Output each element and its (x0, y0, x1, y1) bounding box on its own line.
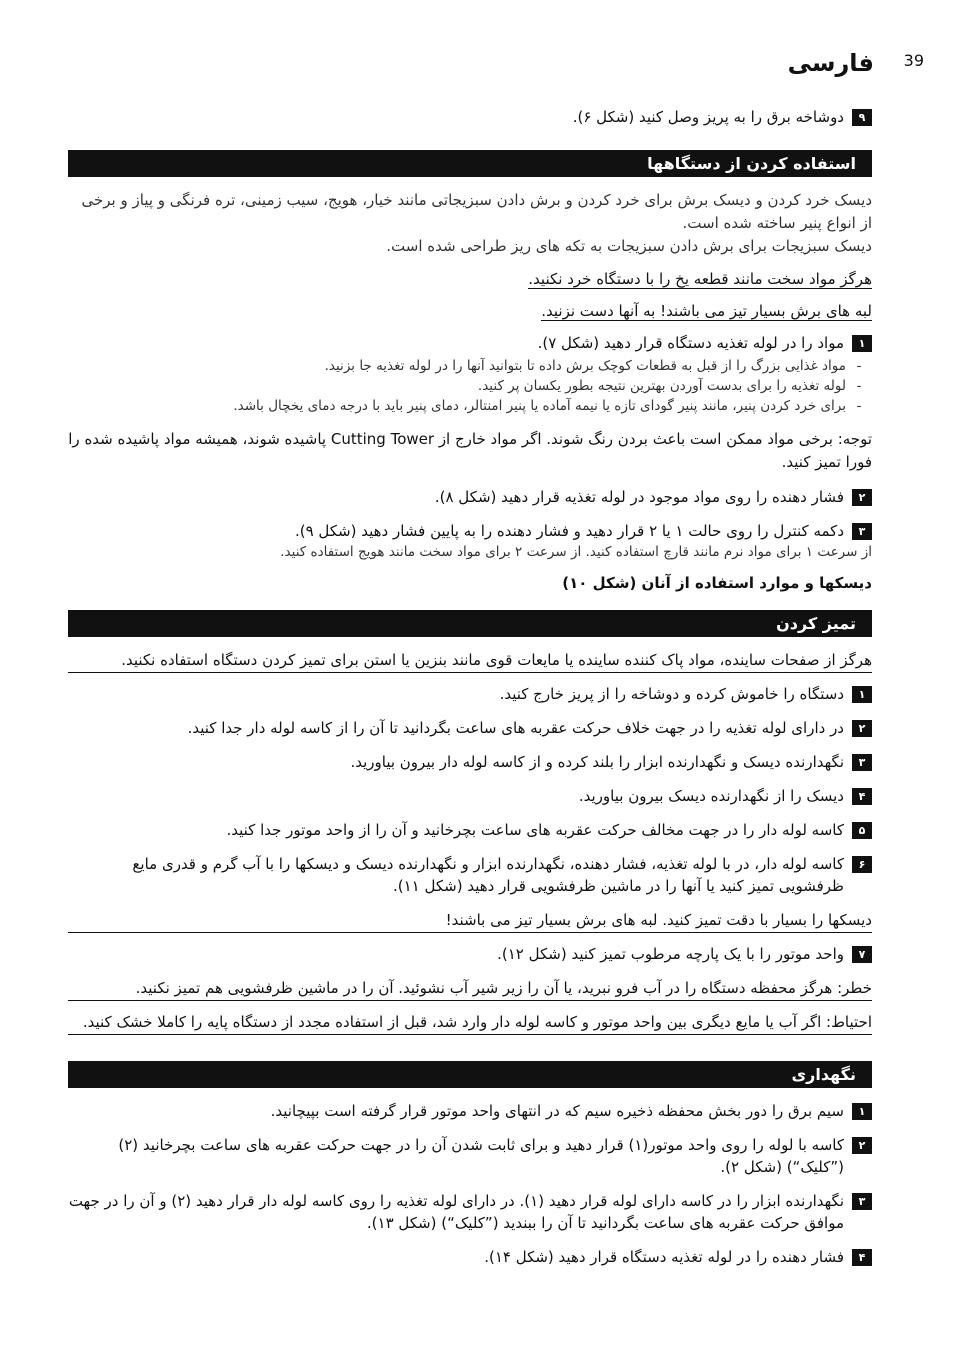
intro-step (68, 106, 872, 128)
clean-warning-discs: دیسکها را بسیار با دقت تمیز کنید. لبه های برش بسیار تیز می باشند! (68, 909, 872, 933)
page-number: 39 (903, 51, 924, 70)
step-text: فشار دهنده را در لوله تغذیه دستگاه قرار دهید (شکل ۱۴). (484, 1248, 844, 1266)
step-number: ۳ (852, 1193, 872, 1210)
clean-step-6 (68, 853, 872, 897)
clean-caution: احتیاط: اگر آب یا مایع دیگری بین واحد موتور و کاسه لوله دار وارد شد، قبل از استفاده مجدد از دستگاه پایه را کاملا خشک کنید. (68, 1011, 872, 1035)
clean-step-7 (68, 943, 872, 965)
step-number: ۴ (852, 788, 872, 805)
step-text: دوشاخه برق را به پریز وصل کنید (شکل ۶). (572, 108, 844, 126)
step-number: ۹ (852, 109, 872, 126)
storage-step-4 (68, 1246, 872, 1268)
step-number: ۱ (852, 335, 872, 352)
use-step-3 (68, 520, 872, 542)
step-text: نگهدارنده دیسک و نگهدارنده ابزار را بلند کرده و از کاسه لوله دار بیرون بیاورید. (350, 753, 844, 771)
clean-step-4 (68, 785, 872, 807)
step-text: کاسه لوله دار، در با لوله تغذیه، فشار دهنده، نگهدارنده ابزار و نگهدارنده دیسک و دیسکها را با آب گرم و قدری مایع ظرفشویی تمیز کنید یا آنها را در ماشین ظرفشویی قرار دهید (شکل ۱۱). (132, 855, 844, 895)
storage-step-3 (68, 1190, 872, 1234)
list-item: - مواد غذایی بزرگ را از قبل به قطعات کوچک برش داده تا بتوانید آنها را در لوله تغذیه جا بزنید. (324, 358, 862, 374)
clean-step-3 (68, 751, 872, 773)
use-step-1 (68, 332, 872, 354)
page-header (787, 46, 924, 80)
step-text: دستگاه را خاموش کرده و دوشاخه را از پریز خارج کنید. (499, 685, 844, 703)
page-content (68, 106, 872, 1280)
step-number: ۷ (852, 946, 872, 963)
step-text: سیم برق را دور بخش محفظه ذخیره سیم که در انتهای واحد موتور قرار گرفته است بپیچانید. (270, 1102, 844, 1120)
clean-step-5 (68, 819, 872, 841)
section-title-clean: تمیز کردن (68, 610, 872, 637)
language-title: فارسی (787, 49, 874, 77)
section-title-use: استفاده کردن از دستگاهها (68, 150, 872, 177)
step-text: کاسه با لوله را روی واحد موتور(۱) قرار دهید و برای ثابت شدن آن را در جهت حرکت عقربه های ساعت بچرخانید (۲) (”کلیک“) (شکل ۲). (118, 1136, 844, 1176)
storage-step-1 (68, 1100, 872, 1122)
step-text: دکمه کنترل را روی حالت ۱ یا ۲ قرار دهید و فشار دهنده را به پایین فشار دهید (شکل ۹). (294, 522, 844, 540)
use-warning-sharp: لبه های برش بسیار تیز می باشند! به آنها دست نزنید. (541, 302, 872, 320)
step-text: دیسک را از نگهدارنده دیسک بیرون بیاورید. (578, 787, 844, 805)
step-text: کاسه لوله دار را در جهت مخالف حرکت عقربه های ساعت بچرخانید و آن را از واحد موتور جدا کنید. (226, 821, 844, 839)
step-text: مواد را در لوله تغذیه دستگاه قرار دهید (شکل ۷). (537, 334, 844, 352)
use-warning-ice: هرگز مواد سخت مانند قطعه یخ را با دستگاه خرد نکنید. (528, 270, 872, 288)
step-text: واحد موتور را با یک پارچه مرطوب تمیز کنید (شکل ۱۲). (497, 945, 844, 963)
step-text: نگهدارنده ابزار را در کاسه دارای لوله قرار دهید (۱). در دارای لوله تغذیه را روی کاسه لوله دار قرار دهید (۲) و آن را در جهت موافق حرکت عقربه های ساعت بگردانید تا آن را ببندید (”کلیک“) (شکل ۱۳). (68, 1192, 844, 1232)
step-number: ۵ (852, 822, 872, 839)
step-text: در دارای لوله تغذیه را در جهت خلاف حرکت عقربه های ساعت بگردانید تا آن را از کاسه لوله دار جدا کنید. (187, 719, 844, 737)
step-number: ۲ (852, 489, 872, 506)
use-step-2 (68, 486, 872, 508)
step-number: ۳ (852, 523, 872, 540)
step-number: ۴ (852, 1249, 872, 1266)
use-sublist (68, 356, 872, 416)
step-number: ۲ (852, 1137, 872, 1154)
speed-note: از سرعت ۱ برای مواد نرم مانند قارچ استفاده کنید. از سرعت ۲ برای مواد سخت مانند هویج استفاده کنید. (280, 544, 872, 560)
use-note: توجه: برخی مواد ممکن است باعث بردن رنگ شوند. اگر مواد خارج از Cutting Tower پاشیده شوند، همیشه مواد پاشیده شده را فورا تمیز کنید. (68, 430, 872, 471)
section-title-storage: نگهداری (68, 1061, 872, 1088)
list-item: - برای خرد کردن پنیر، مانند پنیر گودای تازه یا نیمه آماده یا پنیر امنتالر، دمای پنیر باید با درجه دمای یخچال باشد. (233, 398, 862, 414)
step-number: ۱ (852, 686, 872, 703)
step-number: ۲ (852, 720, 872, 737)
storage-step-2 (68, 1134, 872, 1178)
use-paragraph-1: دیسک خرد کردن و دیسک برش برای خرد کردن و برش دادن سبزیجاتی مانند خیار، هویج، سیب زمینی، تره فرنگی و پیاز و برخی از انواع پنیر ساخته شده است. (81, 191, 872, 232)
list-item: - لوله تغذیه را برای بدست آوردن بهترین نتیجه بطور یکسان پر کنید. (477, 378, 862, 394)
use-paragraph-2: دیسک سبزیجات برای برش دادن سبزیجات به تکه های ریز طراحی شده است. (386, 237, 872, 255)
step-number: ۶ (852, 856, 872, 873)
step-number: ۳ (852, 754, 872, 771)
clean-danger: خطر: هرگز محفظه دستگاه را در آب فرو نبرید، یا آن را زیر شیر آب نشوئید. آن را در ماشین ظرفشویی هم تمیز نکنید. (68, 977, 872, 1001)
discs-heading: دیسکها و موارد استفاده از آنان (شکل ۱۰) (562, 574, 872, 592)
step-text: فشار دهنده را روی مواد موجود در لوله تغذیه قرار دهید (شکل ۸). (434, 488, 844, 506)
spacer (68, 1045, 872, 1061)
step-number: ۱ (852, 1103, 872, 1120)
clean-step-1 (68, 683, 872, 705)
clean-step-2 (68, 717, 872, 739)
clean-warning: هرگز از صفحات ساینده، مواد پاک کننده ساینده یا مایعات قوی مانند بنزین یا استن برای تمیز کردن دستگاه استفاده نکنید. (68, 649, 872, 673)
